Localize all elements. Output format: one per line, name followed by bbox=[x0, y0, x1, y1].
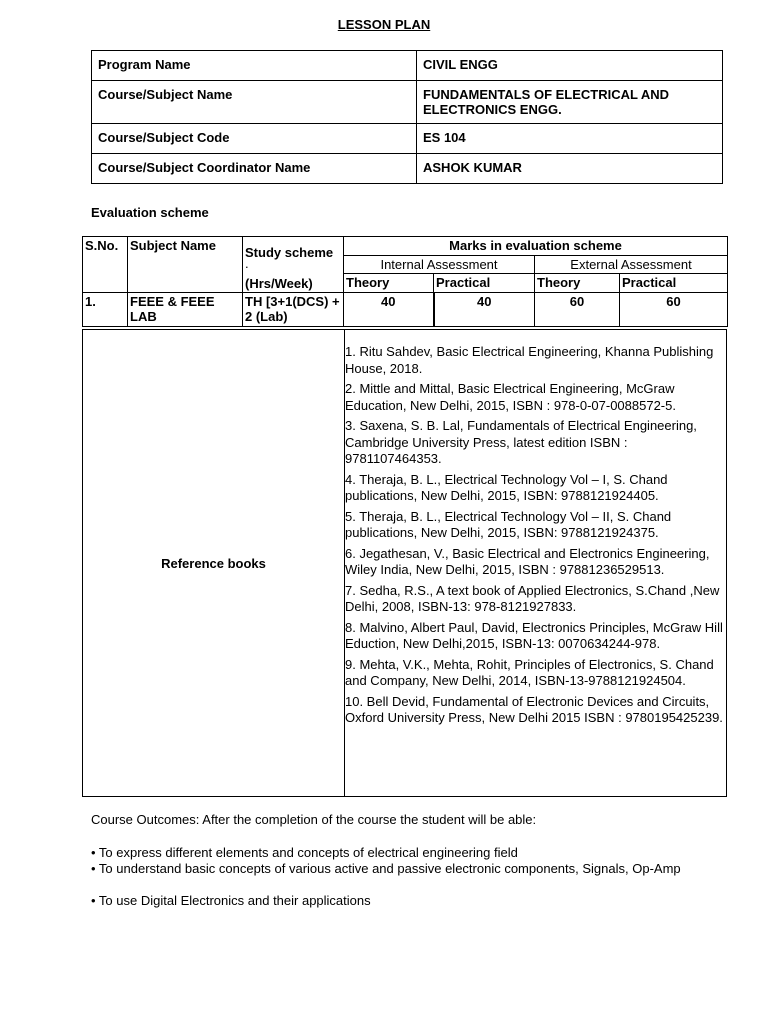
program-value: CIVIL ENGG bbox=[417, 51, 723, 81]
row-internal-theory: 40 bbox=[344, 293, 434, 327]
reference-books-label: Reference books bbox=[83, 330, 345, 797]
page-title: LESSON PLAN bbox=[337, 17, 431, 32]
external-assessment-header: External Assessment bbox=[535, 255, 728, 274]
course-name-value: FUNDAMENTALS OF ELECTRICAL AND ELECTRONICS ENGG. bbox=[417, 81, 723, 124]
row-external-practical: 60 bbox=[620, 293, 728, 327]
outcome-item: • To understand basic concepts of various active and passive electronic components, Signals, Op-Amp bbox=[91, 861, 681, 876]
coordinator-label: Course/Subject Coordinator Name bbox=[92, 154, 417, 184]
internal-assessment-header: Internal Assessment bbox=[344, 255, 535, 274]
reference-item: 7. Sedha, R.S., A text book of Applied Electronics, S.Chand ,New Delhi, 2008, ISBN-13: 978-8121927833. bbox=[345, 582, 720, 614]
outcome-item: • To use Digital Electronics and their applications bbox=[91, 892, 371, 908]
row-external-theory: 60 bbox=[535, 293, 620, 327]
reference-item: 10. Bell Devid, Fundamental of Electronic Devices and Circuits, Oxford University Press, New Delhi 2015 ISBN : 9780195425239. bbox=[345, 693, 723, 725]
reference-item: 3. Saxena, S. B. Lal, Fundamentals of Electrical Engineering, Cambridge University Press, latest edition ISBN : 9781107464353. bbox=[345, 418, 697, 466]
reference-item: 4. Theraja, B. L., Electrical Technology Vol – I, S. Chand publications, New Delhi, 2015, ISBN: 9788121924405. bbox=[345, 471, 668, 503]
evaluation-table bbox=[82, 236, 728, 327]
reference-item: 6. Jegathesan, V., Basic Electrical and Electronics Engineering, Wiley India, New Delhi, 2015, ISBN : 97881236529513. bbox=[345, 545, 710, 577]
study-scheme-title: Study scheme bbox=[245, 245, 334, 260]
reference-item: 8. Malvino, Albert Paul, David, Electronics Principles, McGraw Hill Eduction, New Delhi,2015, ISBN-13: 0070634244-978. bbox=[345, 619, 723, 651]
coordinator-value: ASHOK KUMAR bbox=[417, 154, 723, 184]
course-name-row bbox=[92, 81, 723, 124]
row-study-scheme: TH [3+1(DCS) + 2 (Lab) bbox=[243, 293, 344, 327]
internal-practical-header: Practical bbox=[434, 274, 535, 293]
external-practical-header: Practical bbox=[620, 274, 728, 293]
subject-header: Subject Name bbox=[128, 237, 243, 293]
study-scheme-units: (Hrs/Week) bbox=[245, 276, 313, 291]
coordinator-row bbox=[92, 154, 723, 184]
course-code-label: Course/Subject Code bbox=[92, 124, 417, 154]
reference-item: 1. Ritu Sahdev, Basic Electrical Engineering, Khanna Publishing House, 2018. bbox=[345, 344, 714, 376]
course-code-value: ES 104 bbox=[417, 124, 723, 154]
course-code-row bbox=[92, 124, 723, 154]
marks-header: Marks in evaluation scheme bbox=[344, 237, 728, 256]
row-subject: FEEE & FEEE LAB bbox=[128, 293, 243, 327]
outcome-item: • To express different elements and concepts of electrical engineering field bbox=[91, 844, 518, 860]
eval-header-row-1 bbox=[83, 237, 728, 256]
reference-item: 5. Theraja, B. L., Electrical Technology Vol – II, S. Chand publications, New Delhi, 2015, ISBN: 9788121924375. bbox=[345, 508, 672, 540]
course-info-table bbox=[91, 50, 723, 184]
reference-books-table bbox=[82, 329, 727, 797]
eval-data-row bbox=[83, 293, 728, 327]
external-theory-header: Theory bbox=[535, 274, 620, 293]
outcomes-intro: Course Outcomes: After the completion of the course the student will be able: bbox=[91, 812, 537, 827]
program-label: Program Name bbox=[92, 51, 417, 81]
sno-header: S.No. bbox=[83, 237, 128, 293]
reference-item: 9. Mehta, V.K., Mehta, Rohit, Principles of Electronics, S. Chand and Company, New Delhi, 2014, ISBN-13-9788121924504. bbox=[345, 656, 714, 688]
study-scheme-header bbox=[243, 237, 344, 293]
program-row bbox=[92, 51, 723, 81]
evaluation-scheme-label: Evaluation scheme bbox=[91, 205, 209, 220]
course-outcomes bbox=[91, 812, 691, 909]
row-sno: 1. bbox=[83, 293, 128, 327]
reference-books-list bbox=[345, 330, 727, 797]
row-internal-practical: 40 bbox=[434, 293, 535, 327]
reference-item: 2. Mittle and Mittal, Basic Electrical Engineering, McGraw Education, New Delhi, 2015, ISBN : 978-0-07-0088572-5. bbox=[345, 381, 676, 413]
course-name-label: Course/Subject Name bbox=[92, 81, 417, 124]
reference-books-row bbox=[83, 330, 727, 797]
internal-theory-header: Theory bbox=[344, 274, 434, 293]
study-scheme-dot: . bbox=[245, 256, 249, 271]
